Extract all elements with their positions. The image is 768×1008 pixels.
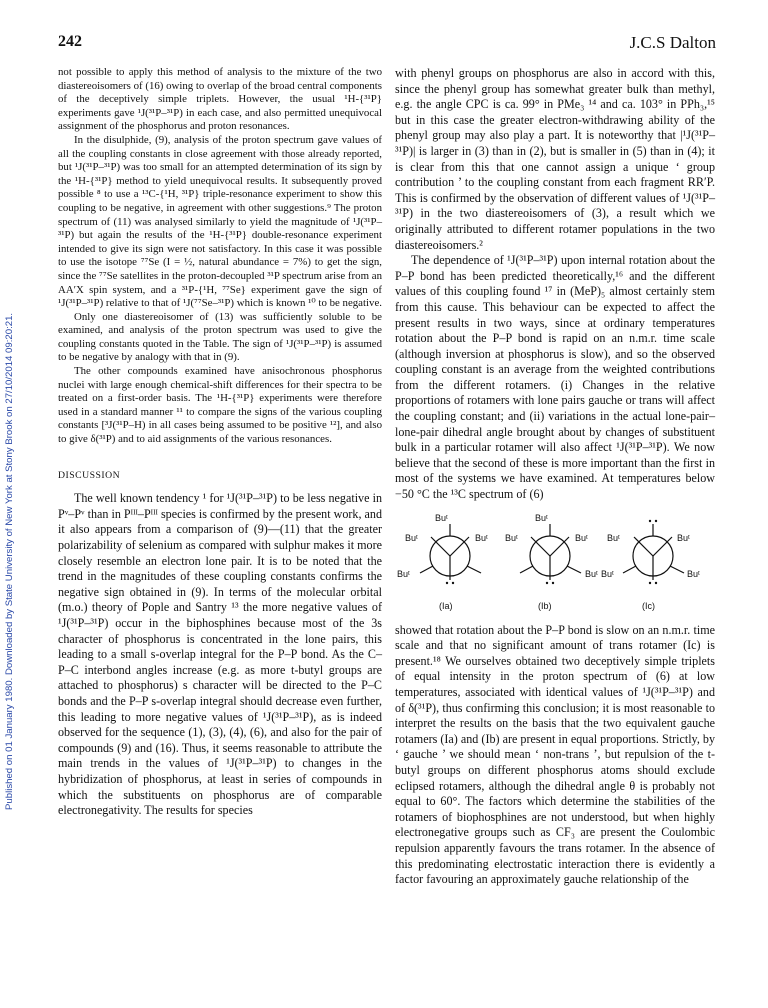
page-header (58, 33, 716, 55)
substituent-labels (397, 513, 700, 611)
paragraph: not possible to apply this method of analysis to the mixture of the two diastereoisomers of (16) owing to overlap of the broad central components of the deceptively simple triplets. However, the usual ¹H-{³¹P} experiments gave ¹J(³¹P–³¹P) in each case, and also permitted unequivocal assignment of the phosphorus and proton resonances. (58, 66, 383, 133)
journal-name: J.C.S Dalton (629, 33, 716, 52)
but-label: Buᵗ (475, 532, 488, 543)
rotamer-figure (395, 511, 715, 617)
but-label: Buᵗ (601, 568, 614, 579)
discussion-section (58, 491, 382, 818)
section-heading-discussion: DISCUSSION (58, 469, 121, 481)
but-label: Buᵗ (687, 568, 700, 579)
rotamer-label-ia: (Ia) (439, 600, 453, 611)
but-label: Buᵗ (607, 532, 620, 543)
right-column-top (395, 66, 715, 503)
but-label: Buᵗ (397, 568, 410, 579)
paragraph: The other compounds examined have anisochronous phosphorus nuclei with large enough chemical-shift differences for their spectra to be treated on a first-order basis. The ¹H-{³¹P} experiments were therefore used in a standard manner ¹¹ to compare the signs of the various coupling constants [³J(³¹P–H) in all cases being assumed to be positive ¹²], and also to give δ(³¹P) and to aid assignments of the various resonances. (58, 365, 382, 446)
right-column-bottom (395, 623, 715, 888)
but-label: Buᵗ (535, 512, 548, 523)
rotamer-label-ib: (Ib) (538, 600, 552, 611)
but-label: Buᵗ (435, 512, 448, 523)
paragraph: The well known tendency ¹ for ¹J(³¹P–³¹P) to be less negative in Pᵛ–Pᵛ than in Pᴵᴵᴵ–Pᴵᴵᴵ species is confirmed by the present work, and it also appears from a comparison of (9)—(11) that the greater polarizability of selenium as compared with sulphur makes it more closely resemble an electron lone pair. It is to be noted that the trend in the magnitudes of these coupling constants confirms the negative sign obtained in (9). In terms of the molecular orbital (m.o.) theory of Pople and Santry ¹³ the more negative values of ¹J(³¹P–³¹P) occur in the biphosphines because most of the 3s character of phosphorus is concentrated in the lone pairs, this leading to a small s-overlap integral for the P–P bond. As the C–P–C interbond angles increase (e.g. as more t-butyl groups are attached to phosphorus) s character will be directed to the P–C bonds and the P–P s-overlap integral should decrease even further, this leading to more negative values of ¹J(³¹P–³¹P), as is indeed observed for the sequence (1), (3), (4), (6), and also for the pair of compounds (9) and (16). Thus, it seems reasonable to attribute the main trends in the values of ¹J(³¹P–³¹P) to changes in the hybridization of phosphorus, at least in series of compounds in which the substituents on phosphorus are of comparable electronegativity. The results for species (58, 491, 382, 818)
but-label: Buᵗ (505, 532, 518, 543)
rotamer-label-ic: (Ic) (642, 600, 655, 611)
right-column (395, 66, 715, 888)
but-label: Buᵗ (575, 532, 588, 543)
paragraph: In the disulphide, (9), analysis of the proton spectrum gave values of all the coupling constants in close agreement with those already reported, but ¹J(³¹P–³¹P) was too small for an attempted determination of its sign by the ¹H-{³¹P} method to yield unequivocal results. It subsequently proved possible ⁸ to use a ¹³C-{¹H, ³¹P} triple-resonance experiment to show this coupling to be negative, in agreement with other suggestions.⁹ The proton spectrum of (11) was analysed similarly to yield the magnitude of ¹J(³¹P–³¹P) but again the results of the ¹H-{³¹P} double-resonance experiment intended to give its sign were not satisfactory. In this case it was possible to use the isotope ⁷⁷Se (I = ½, natural abundance = 7%) to get the sign, since the ⁷⁷Se satellites in the proton-decoupled ³¹P spectrum arise from an AA′X spin system, and a ³¹P-{¹H, ⁷⁷Se} experiment gave the sign of ¹J(³¹P–³¹P) relative to that of ¹J(⁷⁷Se–³¹P) which is known ¹⁰ to be negative. (58, 133, 382, 310)
but-label: Buᵗ (677, 532, 690, 543)
download-notice[interactable]: Published on 01 January 1980. Downloaded by State University of New York at Stony Brook on 27/10/2014 09:20:21. (4, 312, 15, 810)
newman-projections (395, 511, 715, 617)
paragraph: showed that rotation about the P–P bond is slow on an n.m.r. time scale and that no significant amount of trans rotamer (Ic) is present.¹⁸ We ourselves obtained two deceptively simple triplets of equal intensity in the proton spectrum of (6) at low temperatures, associated with identical values of ¹J(³¹P–³¹P) and of δ(³¹P), thus confirming this conclusion; it is most reasonable to interpret the results on the basis that the two equivalent gauche rotamers (Ia) and (Ib) are present in equal proportions. Strictly, by ‘ gauche ’ we should mean ‘ non-trans ’, but repulsion of the t-butyl groups on different phosphorus atoms should exclude eclipsed rotamers, although the dihedral angle θ is probably not equal to 60°. The factors which determine the stabilities of the rotamers of biophosphines are not understood, but when highly electronegative groups such as CF₃ are present the Coulombic repulsion apparently favours the trans rotamer. In the absence of this predominating electrostatic interaction there is evidently a factor favouring an approximately gauche relationship of the (395, 622, 715, 887)
paragraph: The dependence of ¹J(³¹P–³¹P) upon internal rotation about the P–P bond has been predicted theoretically,¹⁶ and the different values of this coupling found ¹⁷ in (MeP)₅ almost certainly stem from this cause. This behaviour can be expected to affect the present results in two ways, since at ordinary temperatures rotation about the P–P bond is rapid on an n.m.r. time scale (although inversion at phosphorus is slow), and so the observed coupling constant is an average from the weighted contributions from the different rotamers. (i) Changes in the relative proportions of rotamers with lone pairs gauche or trans will affect the coupling constant; and (ii) variations in the actual lone-pair–lone-pair dihedral angle brought about by changes of substituent bulk in a particular rotamer will also affect ¹J(³¹P–³¹P). We now believe that the second of these is more important than the first in most of the systems we have examined. At temperatures below −50 °C the ¹³C spectrum of (6) (395, 253, 715, 502)
left-column (58, 66, 382, 819)
page-number: 242 (58, 33, 82, 50)
download-watermark (4, 110, 18, 810)
paragraph: with phenyl groups on phosphorus are also in accord with this, since the phenyl group has somewhat greater bulk than methyl, e.g. the angle CPC is ca. 99° in PMe₃ ¹⁴ and ca. 103° in PPh₃,¹⁵ but in this case the greater electron-withdrawing ability of the phenyl group may also play a part. It is noteworthy that |¹J(³¹P–³¹P)| is larger in (3) than in (2), but is smaller in (5) than in (4); it is clear from this that one cannot assign a unique ‘ group contribution ’ to the coupling constant from each fragment RR′P. This is confirmed by the observation of different values of ¹J(³¹P–³¹P) in the two diastereoisomers of (3), a result which we originally attributed to different rotamer populations in the two diastereoisomers.² (395, 66, 715, 252)
but-label: Buᵗ (585, 568, 598, 579)
paragraph: Only one diastereoisomer of (13) was sufficiently soluble to be examined, and analysis of the proton spectrum was used to give the coupling constants quoted in the Table. The sign of ¹J(³¹P–³¹P) is assumed to be negative by analogy with that in (9). (58, 310, 382, 364)
but-label: Buᵗ (405, 532, 418, 543)
